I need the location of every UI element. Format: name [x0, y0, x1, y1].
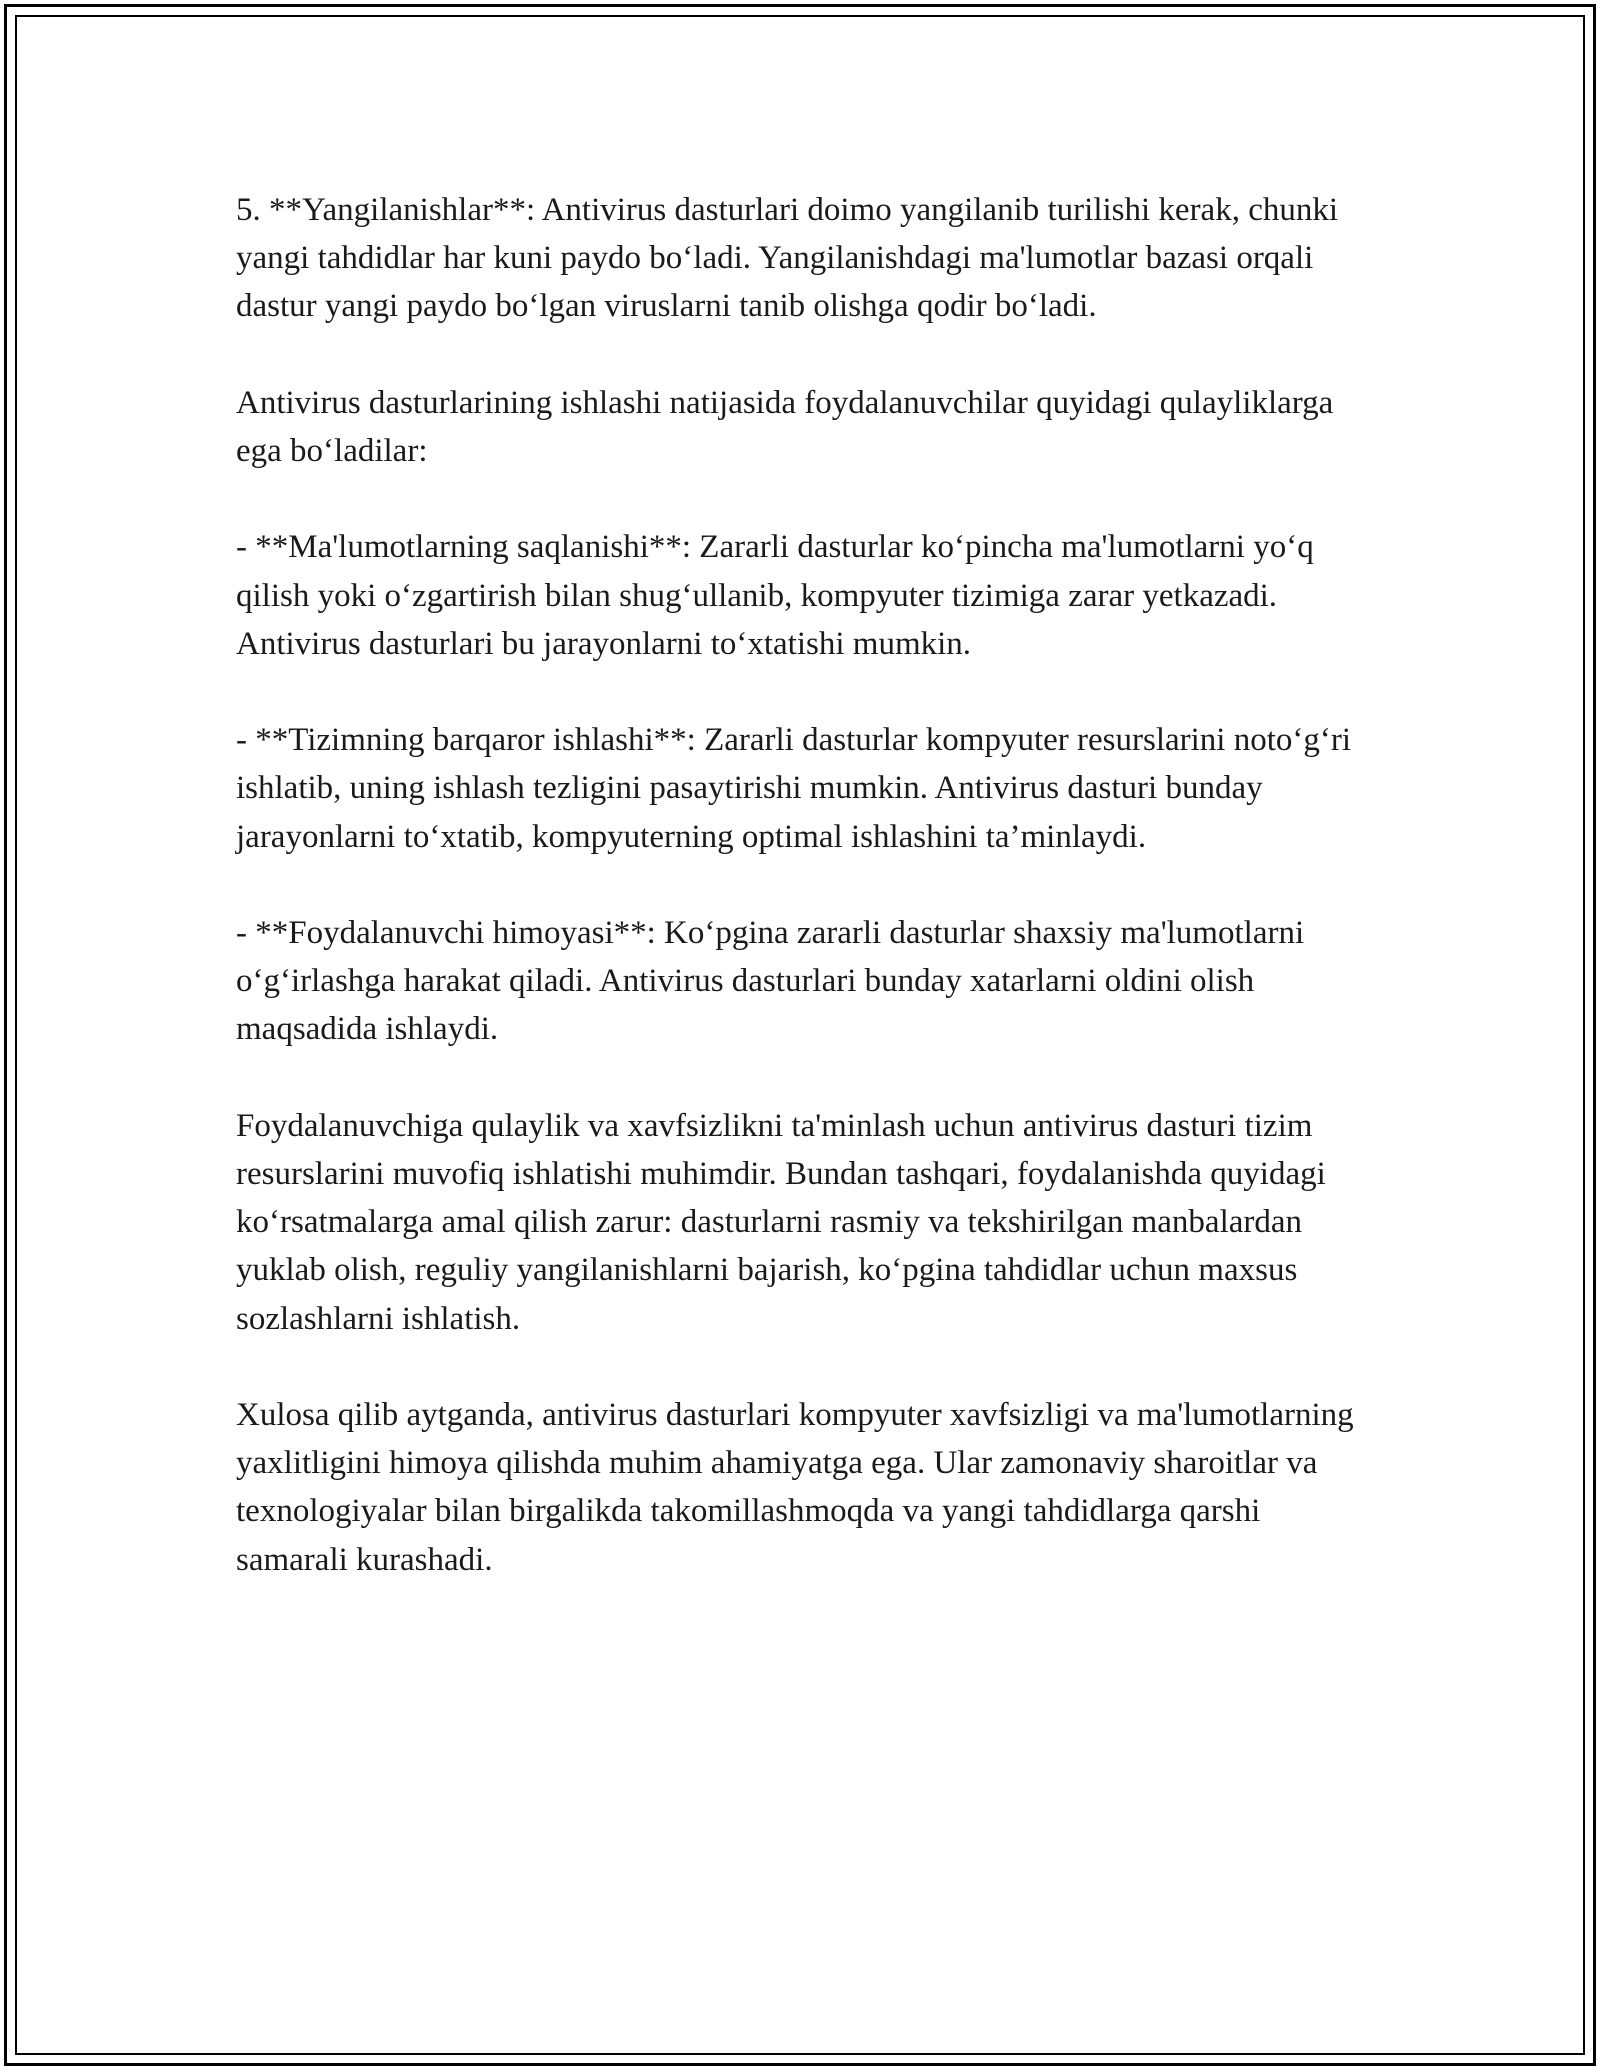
paragraph-data-preservation: - **Ma'lumotlarning saqlanishi**: Zararli dasturlar ko‘pincha ma'lumotlarni yo‘q qilish yoki o‘zgartirish bilan shug‘ullanib, kompyuter tizimiga zarar yetkazadi. Antivirus dasturlari bu jarayonlarni to‘xtatishi mumkin.: [236, 529, 1314, 662]
paragraph-benefits-intro: Antivirus dasturlarining ishlashi natijasida foydalanuvchilar quyidagi qulayliklarga ega bo‘ladilar:: [236, 384, 1334, 469]
paragraph-user-protection: - **Foydalanuvchi himoyasi**: Ko‘pgina zararli dasturlar shaxsiy ma'lumotlarni o‘g‘irlashga harakat qiladi. Antivirus dasturlari bunday xatarlarni oldini olish maqsadida ishlaydi.: [236, 914, 1305, 1048]
paragraph-conclusion: Xulosa qilib aytganda, antivirus dasturlari kompyuter xavfsizligi va ma'lumotlarning yaxlitligini himoya qilishda muhim ahamiyatga ega. Ular zamonaviy sharoitlar va texnologiyalar bilan birgalikda takomillashmoqda va yangi tahdidlarga qarshi samarali kurashadi.: [236, 1396, 1354, 1578]
paragraph-recommendations: Foydalanuvchiga qulaylik va xavfsizlikni ta'minlash uchun antivirus dasturi tizim resurslarini muvofiq ishlatishi muhimdir. Bundan tashqari, foydalanishda quyidagi ko‘rsatmalarga amal qilish zarur: dasturlarni rasmiy va tekshirilgan manbalardan yuklab olish, reguliy yangilanishlarni bajarish, ko‘pgina tahdidlar uchun maxsus sozlashlarni ishlatish.: [236, 1107, 1326, 1337]
paragraph-updates: 5. **Yangilanishlar**: Antivirus dasturlari doimo yangilanib turilishi kerak, chunki yangi tahdidlar har kuni paydo bo‘ladi. Yangilanishdagi ma'lumotlar bazasi orqali dastur yangi paydo bo‘lgan viruslarni tanib olishga qodir bo‘ladi.: [236, 192, 1339, 325]
document-body: [236, 186, 1372, 1632]
paragraph-system-stability: - **Tizimning barqaror ishlashi**: Zararli dasturlar kompyuter resurslarini noto‘g‘ri ishlatib, uning ishlash tezligini pasaytirishi mumkin. Antivirus dasturi bunday jarayonlarni to‘xtatib, kompyuterning optimal ishlashini ta’minlaydi.: [236, 722, 1352, 855]
